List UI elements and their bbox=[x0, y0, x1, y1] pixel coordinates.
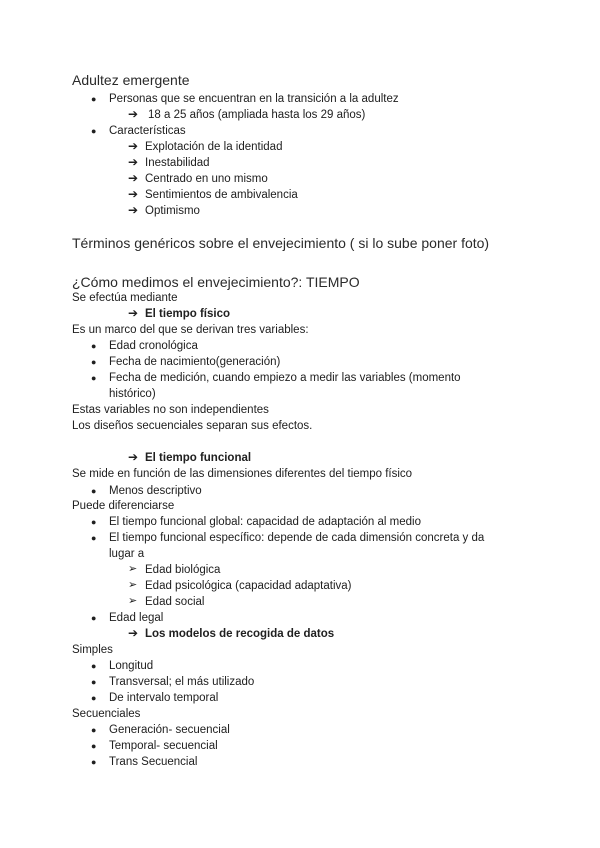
simples-item: Longitud bbox=[109, 660, 154, 672]
simples-item: Transversal; el más utilizado bbox=[109, 676, 255, 688]
arrow-icon: ➔ bbox=[128, 203, 139, 217]
adultez-heading: Adultez emergente bbox=[72, 72, 190, 88]
variable-item-continuation: histórico) bbox=[109, 388, 156, 400]
caracteristica-item: Centrado en uno mismo bbox=[145, 173, 268, 185]
triangle-arrow-icon: ➢ bbox=[128, 563, 138, 575]
bullet-icon: ● bbox=[91, 357, 97, 367]
arrow-icon: ➔ bbox=[128, 187, 139, 201]
puede-diferenciarse-text: Puede diferenciarse bbox=[72, 500, 175, 512]
arrow-icon: ➔ bbox=[128, 155, 139, 169]
no-independientes-text: Estas variables no son independientes bbox=[72, 404, 269, 416]
modelos-heading: Los modelos de recogida de datos bbox=[145, 628, 335, 640]
caracteristica-item: Explotación de la identidad bbox=[145, 141, 283, 153]
bullet-icon: ● bbox=[91, 725, 97, 735]
adultez-item-personas: Personas que se encuentran en la transición a la adultez bbox=[109, 93, 399, 105]
bullet-icon: ● bbox=[91, 677, 97, 687]
edad-item: Edad biológica bbox=[145, 564, 221, 576]
bullet-icon: ● bbox=[91, 373, 97, 383]
caracteristica-item: Optimismo bbox=[145, 205, 200, 217]
tiempo-global-item: El tiempo funcional global: capacidad de adaptación al medio bbox=[109, 516, 421, 528]
bullet-icon: ● bbox=[91, 94, 97, 104]
bullet-icon: ● bbox=[91, 757, 97, 767]
bullet-icon: ● bbox=[91, 661, 97, 671]
bullet-icon: ● bbox=[91, 613, 97, 623]
bullet-icon: ● bbox=[91, 517, 97, 527]
secuenciales-heading: Secuenciales bbox=[72, 708, 141, 720]
triangle-arrow-icon: ➢ bbox=[128, 579, 138, 591]
edad-item: Edad psicológica (capacidad adaptativa) bbox=[145, 580, 352, 592]
arrow-icon: ➔ bbox=[128, 107, 139, 121]
arrow-icon: ➔ bbox=[128, 306, 139, 320]
tiempo-especifico-item: El tiempo funcional específico: depende de cada dimensión concreta y da bbox=[109, 532, 485, 544]
arrow-icon: ➔ bbox=[128, 450, 139, 464]
secuenciales-item: Generación- secuencial bbox=[109, 724, 230, 736]
adultez-item-edades: 18 a 25 años (ampliada hasta los 29 años) bbox=[148, 109, 366, 121]
edad-legal-item: Edad legal bbox=[109, 612, 164, 624]
bullet-icon: ● bbox=[91, 741, 97, 751]
marco-text: Es un marco del que se derivan tres variables: bbox=[72, 324, 309, 336]
variable-item: Fecha de medición, cuando empiezo a medir las variables (momento bbox=[109, 372, 461, 384]
bullet-icon: ● bbox=[91, 693, 97, 703]
bullet-icon: ● bbox=[91, 486, 97, 496]
simples-item: De intervalo temporal bbox=[109, 692, 219, 704]
tiempo-especifico-continuation: lugar a bbox=[109, 548, 145, 560]
arrow-icon: ➔ bbox=[128, 171, 139, 185]
caracteristica-item: Inestabilidad bbox=[145, 157, 210, 169]
adultez-item-caracteristicas: Características bbox=[109, 125, 186, 137]
se-mide-text: Se mide en función de las dimensiones diferentes del tiempo físico bbox=[72, 468, 413, 480]
arrow-icon: ➔ bbox=[128, 626, 139, 640]
secuenciales-item: Temporal- secuencial bbox=[109, 740, 218, 752]
variable-item: Fecha de nacimiento(generación) bbox=[109, 356, 281, 368]
disenos-text: Los diseños secuenciales separan sus efectos. bbox=[72, 420, 313, 432]
caracteristica-item: Sentimientos de ambivalencia bbox=[145, 189, 298, 201]
simples-heading: Simples bbox=[72, 644, 113, 656]
medimos-heading: ¿Cómo medimos el envejecimiento?: TIEMPO bbox=[72, 274, 360, 290]
terminos-heading: Términos genéricos sobre el envejecimiento ( si lo sube poner foto) bbox=[72, 235, 490, 251]
triangle-arrow-icon: ➢ bbox=[128, 595, 138, 607]
bullet-icon: ● bbox=[91, 533, 97, 543]
bullet-icon: ● bbox=[91, 341, 97, 351]
variable-item: Edad cronológica bbox=[109, 340, 198, 352]
tiempo-fisico-heading: El tiempo físico bbox=[145, 308, 230, 320]
tiempo-funcional-heading: El tiempo funcional bbox=[145, 452, 252, 464]
arrow-icon: ➔ bbox=[128, 139, 139, 153]
bullet-icon: ● bbox=[91, 126, 97, 136]
se-efectua-text: Se efectúa mediante bbox=[72, 292, 178, 304]
edad-item: Edad social bbox=[145, 596, 205, 608]
secuenciales-item: Trans Secuencial bbox=[109, 756, 198, 768]
menos-descriptivo-item: Menos descriptivo bbox=[109, 485, 202, 497]
